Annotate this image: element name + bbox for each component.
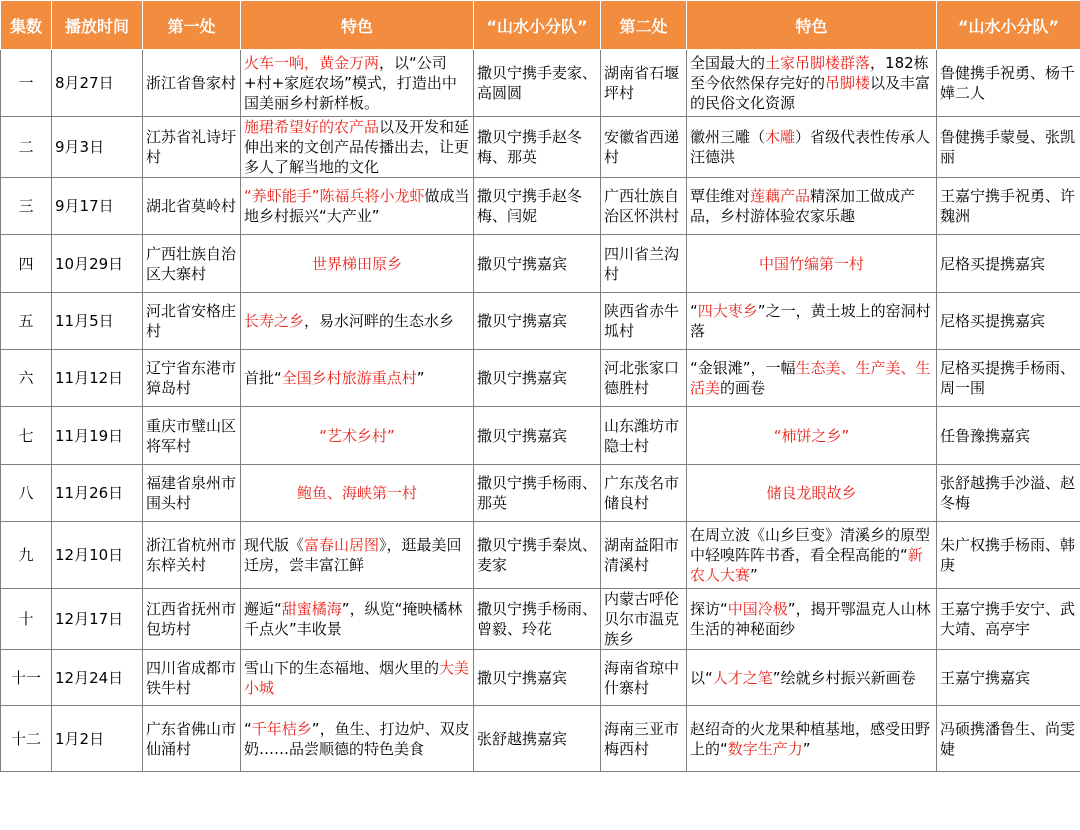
- team-2-cell: 鲁健携手祝勇、杨千嬅二人: [937, 50, 1080, 117]
- header-air-date: 播放时间: [52, 1, 143, 50]
- episode-cell: 二: [1, 117, 52, 178]
- highlight-text: 大美小城: [244, 658, 470, 697]
- table-row: [1, 350, 1080, 407]
- air-date-cell: 12月10日: [52, 522, 143, 589]
- feature-1-cell: [241, 589, 474, 650]
- feature-text: ，易水河畔的生态水乡: [304, 312, 455, 330]
- team-2-cell: 王嘉宁携手祝勇、许魏洲: [937, 178, 1080, 235]
- header-feature-1: 特色: [241, 1, 474, 50]
- episode-cell: 一: [1, 50, 52, 117]
- highlight-text: 富春山居图: [304, 536, 380, 554]
- episode-cell: 四: [1, 235, 52, 293]
- team-2-cell: 尼格买提携手杨雨、周一围: [937, 350, 1080, 407]
- feature-1-cell: [241, 50, 474, 117]
- team-1-cell: 撒贝宁携手赵冬梅、那英: [474, 117, 601, 178]
- air-date-cell: 12月17日: [52, 589, 143, 650]
- first-place-cell: 浙江省杭州市东梓关村: [143, 522, 241, 589]
- feature-text: ”，纵览“掩映橘林千点火”丰收景: [244, 600, 463, 638]
- second-place-cell: 海南三亚市梅西村: [601, 706, 687, 772]
- air-date-cell: 12月24日: [52, 650, 143, 706]
- feature-text: 探访“: [690, 600, 728, 618]
- highlight-text: 新农人大赛: [690, 546, 923, 584]
- highlight-text: “养虾能手”陈福兵将小龙虾: [244, 187, 425, 205]
- feature-text: “金银滩”，一幅: [690, 359, 796, 377]
- feature-text: ”绘就乡村振兴新画卷: [772, 668, 916, 687]
- feature-text: 做成当地乡村振兴“大产业”: [244, 187, 470, 225]
- feature-text: 全国最大的: [690, 54, 766, 72]
- feature-2-cell: [687, 589, 937, 650]
- feature-1-cell: [241, 465, 474, 522]
- table-row: [1, 178, 1080, 235]
- episode-cell: 十一: [1, 650, 52, 706]
- feature-text: 徽州三雕（: [690, 128, 766, 146]
- highlight-text: 数字生产力: [727, 739, 803, 758]
- feature-2-cell: [687, 50, 937, 117]
- air-date-cell: 11月19日: [52, 407, 143, 465]
- first-place-cell: 福建省泉州市围头村: [143, 465, 241, 522]
- feature-text: ”: [750, 566, 758, 584]
- feature-text: ，以“公司+村+家庭农场”模式，打造出中国美丽乡村新样板。: [244, 54, 457, 112]
- highlight-text: 长寿之乡: [244, 312, 305, 330]
- header-first-place: 第一处: [143, 1, 241, 50]
- air-date-cell: 1月2日: [52, 706, 143, 772]
- feature-text: 雪山下的生态福地、烟火里的: [244, 658, 440, 677]
- feature-1-cell: [241, 706, 474, 772]
- second-place-cell: 内蒙古呼伦贝尔市温克族乡: [601, 589, 687, 650]
- air-date-cell: 9月17日: [52, 178, 143, 235]
- episode-cell: 十: [1, 589, 52, 650]
- highlight-text: “柿饼之乡”: [773, 426, 850, 445]
- feature-2-cell: [687, 522, 937, 589]
- team-2-cell: 王嘉宁携手安宁、武大靖、高亭宇: [937, 589, 1080, 650]
- feature-text: 》，逛最美回迁房，尝丰富江鲜: [244, 536, 462, 574]
- table-row: [1, 235, 1080, 293]
- team-1-cell: 撒贝宁携嘉宾: [474, 293, 601, 350]
- feature-1-cell: [241, 235, 474, 293]
- feature-text: 精深加工做成产品，乡村游体验农家乐趣: [690, 187, 916, 225]
- team-1-cell: 撒贝宁携嘉宾: [474, 650, 601, 706]
- header-team-1: “山水小分队”: [474, 1, 601, 50]
- second-place-cell: 海南省琼中什寨村: [601, 650, 687, 706]
- team-1-cell: 撒贝宁携手赵冬梅、闫妮: [474, 178, 601, 235]
- feature-text: “: [244, 719, 252, 738]
- feature-text: ，182栋至今依然保存完好的: [690, 54, 929, 92]
- header-second-place: 第二处: [601, 1, 687, 50]
- feature-1-cell: [241, 350, 474, 407]
- table-row: [1, 589, 1080, 650]
- team-2-cell: 张舒越携手沙溢、赵冬梅: [937, 465, 1080, 522]
- highlight-text: 甜蜜橘海: [281, 600, 342, 618]
- second-place-cell: 河北张家口德胜村: [601, 350, 687, 407]
- feature-text: ”: [416, 369, 425, 387]
- feature-text: 的画卷: [720, 379, 766, 397]
- first-place-cell: 江苏省礼诗圩村: [143, 117, 241, 178]
- second-place-cell: 湖南省石堰坪村: [601, 50, 687, 117]
- team-1-cell: 撒贝宁携嘉宾: [474, 350, 601, 407]
- feature-text: ）省级代表性传承人汪德洪: [690, 128, 931, 166]
- highlight-text: 世界梯田原乡: [311, 254, 402, 273]
- header-row: [1, 1, 1080, 50]
- table-row: [1, 522, 1080, 589]
- table-row: [1, 650, 1080, 706]
- highlight-text: 四大枣乡: [697, 302, 758, 320]
- feature-2-cell: [687, 117, 937, 178]
- highlight-text: 人才之笔: [712, 668, 773, 687]
- air-date-cell: 11月12日: [52, 350, 143, 407]
- first-place-cell: 辽宁省东港市獐岛村: [143, 350, 241, 407]
- highlight-text: 火车一响，黄金万两: [244, 54, 380, 72]
- highlight-text: 生态美、生产美、生活美: [690, 359, 931, 397]
- episode-cell: 三: [1, 178, 52, 235]
- feature-2-cell: [687, 407, 937, 465]
- feature-text: ”，揭开鄂温克人山林生活的神秘面纱: [690, 600, 931, 638]
- highlight-text: “艺术乡村”: [319, 426, 395, 445]
- second-place-cell: 广西壮族自治区怀洪村: [601, 178, 687, 235]
- second-place-cell: 广东茂名市储良村: [601, 465, 687, 522]
- team-2-cell: 鲁健携手蒙曼、张凯丽: [937, 117, 1080, 178]
- highlight-text: 木雕: [765, 128, 796, 146]
- highlight-text: 施珺希望好的农产品: [244, 118, 380, 136]
- first-place-cell: 河北省安格庄村: [143, 293, 241, 350]
- team-1-cell: 张舒越携嘉宾: [474, 706, 601, 772]
- feature-text: 以“: [690, 668, 713, 687]
- episode-cell: 九: [1, 522, 52, 589]
- table-row: [1, 465, 1080, 522]
- feature-2-cell: [687, 293, 937, 350]
- table-row: [1, 117, 1080, 178]
- team-2-cell: 任鲁豫携嘉宾: [937, 407, 1080, 465]
- first-place-cell: 重庆市璧山区将军村: [143, 407, 241, 465]
- feature-2-cell: [687, 350, 937, 407]
- first-place-cell: 浙江省鲁家村: [143, 50, 241, 117]
- air-date-cell: 9月3日: [52, 117, 143, 178]
- feature-text: ”，鱼生、打边炉、双皮奶……品尝顺德的特色美食: [244, 719, 470, 758]
- feature-text: ”: [802, 739, 811, 758]
- team-1-cell: 撒贝宁携嘉宾: [474, 235, 601, 293]
- first-place-cell: 江西省抚州市包坊村: [143, 589, 241, 650]
- team-1-cell: 撒贝宁携手杨雨、那英: [474, 465, 601, 522]
- team-1-cell: 撒贝宁携手麦家、高圆圆: [474, 50, 601, 117]
- team-2-cell: 尼格买提携嘉宾: [937, 235, 1080, 293]
- team-1-cell: 撒贝宁携手秦岚、麦家: [474, 522, 601, 589]
- second-place-cell: 陕西省赤牛坬村: [601, 293, 687, 350]
- feature-1-cell: [241, 407, 474, 465]
- feature-text: ”之一，黄土坡上的窑洞村落: [690, 302, 931, 340]
- air-date-cell: 11月5日: [52, 293, 143, 350]
- air-date-cell: 8月27日: [52, 50, 143, 117]
- first-place-cell: 广东省佛山市仙涌村: [143, 706, 241, 772]
- feature-2-cell: [687, 465, 937, 522]
- feature-1-cell: [241, 293, 474, 350]
- feature-2-cell: [687, 706, 937, 772]
- feature-1-cell: [241, 117, 474, 178]
- second-place-cell: 四川省兰沟村: [601, 235, 687, 293]
- episode-cell: 七: [1, 407, 52, 465]
- air-date-cell: 11月26日: [52, 465, 143, 522]
- team-1-cell: 撒贝宁携手杨雨、曾毅、玲花: [474, 589, 601, 650]
- feature-2-cell: [687, 178, 937, 235]
- table-body: [1, 50, 1080, 772]
- episode-cell: 五: [1, 293, 52, 350]
- feature-text: 以及丰富的民俗文化资源: [690, 74, 931, 112]
- team-2-cell: 尼格买提携嘉宾: [937, 293, 1080, 350]
- highlight-text: 吊脚楼: [825, 74, 871, 92]
- feature-text: 覃佳维对: [690, 187, 751, 205]
- feature-1-cell: [241, 650, 474, 706]
- table-row: [1, 706, 1080, 772]
- feature-text: 赵绍奇的火龙果种植基地，感受田野上的“: [690, 719, 931, 758]
- episode-cell: 八: [1, 465, 52, 522]
- feature-2-cell: [687, 650, 937, 706]
- highlight-text: 鲍鱼、海峡第一村: [296, 484, 417, 502]
- feature-1-cell: [241, 178, 474, 235]
- highlight-text: 储良龙眼故乡: [766, 484, 857, 502]
- feature-1-cell: [241, 522, 474, 589]
- table-row: [1, 293, 1080, 350]
- team-2-cell: 冯硕携潘鲁生、尚雯婕: [937, 706, 1080, 772]
- highlight-text: 莲藕产品: [750, 187, 811, 205]
- second-place-cell: 山东潍坊市隐士村: [601, 407, 687, 465]
- team-2-cell: 王嘉宁携嘉宾: [937, 650, 1080, 706]
- feature-text: 首批“: [244, 369, 282, 387]
- first-place-cell: 四川省成都市铁牛村: [143, 650, 241, 706]
- first-place-cell: 广西壮族自治区大寨村: [143, 235, 241, 293]
- header-team-2: “山水小分队”: [937, 1, 1080, 50]
- team-2-cell: 朱广权携手杨雨、韩庚: [937, 522, 1080, 589]
- highlight-text: 千年桔乡: [251, 719, 312, 738]
- team-1-cell: 撒贝宁携嘉宾: [474, 407, 601, 465]
- feature-text: 以及开发和延伸出来的文创产品传播出去，让更多人了解当地的文化: [244, 118, 470, 176]
- header-feature-2: 特色: [687, 1, 937, 50]
- second-place-cell: 湖南益阳市清溪村: [601, 522, 687, 589]
- highlight-text: 全国乡村旅游重点村: [281, 369, 417, 387]
- episode-cell: 十二: [1, 706, 52, 772]
- first-place-cell: 湖北省莫岭村: [143, 178, 241, 235]
- highlight-text: 中国竹编第一村: [758, 254, 864, 273]
- table-row: [1, 50, 1080, 117]
- feature-text: 邂逅“: [244, 600, 282, 618]
- highlight-text: 中国冷极: [727, 600, 788, 618]
- table-row: [1, 407, 1080, 465]
- air-date-cell: 10月29日: [52, 235, 143, 293]
- second-place-cell: 安徽省西递村: [601, 117, 687, 178]
- feature-2-cell: [687, 235, 937, 293]
- feature-text: 现代版《: [244, 536, 305, 554]
- feature-text: 在周立波《山乡巨变》清溪乡的原型中轻嗅阵阵书香，看全程高能的“: [690, 526, 931, 564]
- highlight-text: 土家吊脚楼群落: [765, 54, 871, 72]
- header-episode: 集数: [1, 1, 52, 50]
- feature-text: “: [690, 302, 698, 320]
- episode-cell: 六: [1, 350, 52, 407]
